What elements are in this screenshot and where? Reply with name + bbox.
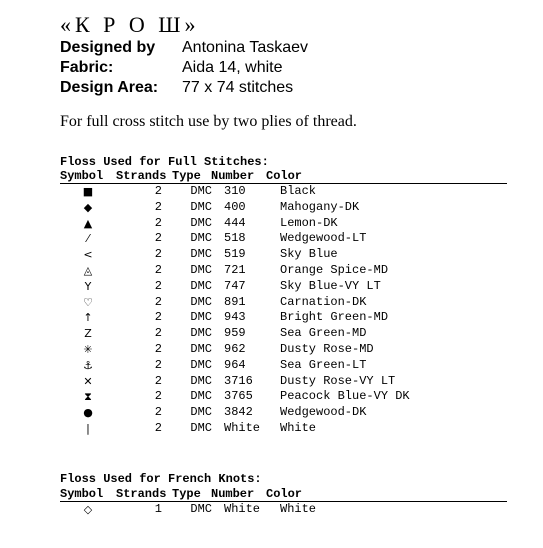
number-cell: 444 — [224, 215, 246, 230]
type-cell: DMC — [190, 231, 212, 246]
fabric-row — [60, 58, 308, 78]
symbol-glyph: ▲ — [83, 216, 93, 230]
floss-row — [60, 216, 507, 232]
header-symbol: Symbol — [60, 169, 104, 183]
number-cell: 400 — [224, 199, 246, 214]
number-cell: 3765 — [224, 389, 253, 404]
number-cell: 891 — [224, 294, 246, 309]
symbol-glyph: ⚓ — [83, 358, 93, 372]
type-cell: DMC — [190, 278, 212, 293]
symbol-icon — [60, 295, 116, 311]
strands-cell: 2 — [154, 405, 162, 420]
strands-cell: 2 — [154, 247, 162, 262]
symbol-glyph: ✳ — [83, 342, 93, 356]
header-strands: Strands — [116, 169, 167, 183]
color-cell: Dusty Rose-VY LT — [280, 373, 396, 388]
symbol-icon — [60, 389, 116, 405]
symbol-glyph: | — [86, 421, 90, 435]
design-area-row — [60, 78, 308, 98]
number-cell: White — [224, 502, 261, 516]
type-cell: DMC — [190, 373, 212, 388]
strands-cell: 2 — [154, 357, 162, 372]
header-number: Number — [211, 487, 255, 501]
color-cell: Carnation-DK — [280, 294, 367, 309]
color-cell: Sky Blue-VY LT — [280, 278, 381, 293]
number-cell: 962 — [224, 341, 246, 356]
symbol-glyph: ♡ — [83, 295, 93, 309]
header-color: Color — [266, 487, 303, 501]
floss-row — [60, 358, 507, 374]
symbol-icon — [60, 216, 116, 232]
strands-cell: 2 — [154, 341, 162, 356]
number-cell: 518 — [224, 231, 246, 246]
strands-cell: 2 — [154, 278, 162, 293]
header-type: Type — [172, 169, 201, 183]
symbol-icon — [60, 279, 116, 295]
symbol-icon — [60, 231, 116, 247]
number-cell: 943 — [224, 310, 246, 325]
symbol-glyph: ⁄ — [87, 232, 89, 246]
color-cell: Wedgewood-DK — [280, 405, 367, 420]
floss-row — [60, 310, 507, 326]
floss-row — [60, 200, 507, 216]
strands-cell: 2 — [154, 326, 162, 341]
floss-row — [60, 247, 507, 263]
floss-row — [60, 342, 507, 358]
full-stitches-title: Floss Used for Full Stitches: — [60, 155, 269, 169]
number-cell: 3716 — [224, 373, 253, 388]
number-cell: 3842 — [224, 405, 253, 420]
type-cell: DMC — [190, 341, 212, 356]
floss-row — [60, 326, 507, 342]
color-cell: Orange Spice-MD — [280, 262, 389, 277]
french-knots-header — [60, 488, 507, 502]
type-cell: DMC — [190, 247, 212, 262]
symbol-glyph: Z — [84, 327, 92, 341]
floss-row — [60, 421, 507, 437]
color-cell: Black — [280, 184, 317, 198]
number-cell: White — [224, 420, 261, 435]
symbol-icon — [60, 326, 116, 342]
symbol-glyph: ◇ — [83, 503, 93, 516]
symbol-glyph: ◬ — [83, 263, 93, 277]
fabric-label: Fabric: — [60, 59, 114, 76]
strands-cell: 2 — [154, 310, 162, 325]
type-cell: DMC — [190, 326, 212, 341]
full-stitches-header — [60, 170, 507, 184]
design-area-value: 77 x 74 stitches — [182, 79, 294, 96]
strands-cell: 2 — [154, 199, 162, 214]
strands-cell: 2 — [154, 184, 162, 198]
color-cell: White — [280, 502, 317, 516]
full-stitches-table — [60, 170, 507, 437]
symbol-glyph: ↑ — [83, 311, 93, 325]
type-cell: DMC — [190, 294, 212, 309]
color-cell: Mahogany-DK — [280, 199, 360, 214]
design-area-label: Design Area: — [60, 79, 159, 96]
floss-row — [60, 502, 507, 518]
symbol-icon — [60, 310, 116, 326]
symbol-glyph: < — [83, 248, 93, 262]
floss-row — [60, 231, 507, 247]
symbol-glyph: ◆ — [83, 200, 93, 214]
symbol-icon — [60, 405, 116, 421]
number-cell: 959 — [224, 326, 246, 341]
strands-cell: 2 — [154, 231, 162, 246]
color-cell: Bright Green-MD — [280, 310, 389, 325]
strands-cell: 2 — [154, 215, 162, 230]
symbol-glyph: ● — [83, 406, 93, 420]
color-cell: Lemon-DK — [280, 215, 338, 230]
symbol-icon — [60, 200, 116, 216]
symbol-icon — [60, 358, 116, 374]
type-cell: DMC — [190, 215, 212, 230]
type-cell: DMC — [190, 502, 212, 516]
symbol-icon — [60, 342, 116, 358]
header-symbol: Symbol — [60, 487, 104, 501]
type-cell: DMC — [190, 420, 212, 435]
stitch-note: For full cross stitch use by two plies of thread. — [60, 113, 357, 130]
header-number: Number — [211, 169, 255, 183]
french-knots-table — [60, 488, 507, 518]
strands-cell: 2 — [154, 373, 162, 388]
symbol-glyph: ■ — [82, 185, 94, 198]
type-cell: DMC — [190, 262, 212, 277]
designed-by-label: Designed by — [60, 39, 156, 56]
header-color: Color — [266, 169, 303, 183]
symbol-icon — [60, 263, 116, 279]
floss-row — [60, 389, 507, 405]
symbol-glyph: Y — [84, 279, 92, 293]
symbol-glyph: ⧗ — [84, 390, 92, 404]
design-info — [60, 38, 308, 98]
color-cell: Sky Blue — [280, 247, 338, 262]
floss-row — [60, 184, 507, 200]
strands-cell: 2 — [154, 294, 162, 309]
floss-row — [60, 295, 507, 311]
type-cell: DMC — [190, 389, 212, 404]
symbol-icon — [60, 184, 116, 200]
designed-by-value: Antonina Taskaev — [182, 39, 309, 56]
strands-cell: 2 — [154, 389, 162, 404]
floss-row — [60, 263, 507, 279]
symbol-icon — [60, 247, 116, 263]
type-cell: DMC — [190, 310, 212, 325]
type-cell: DMC — [190, 184, 212, 198]
strands-cell: 2 — [154, 420, 162, 435]
full-stitches-rows — [60, 184, 507, 437]
symbol-icon — [60, 374, 116, 390]
color-cell: Wedgewood-LT — [280, 231, 367, 246]
strands-cell: 2 — [154, 262, 162, 277]
type-cell: DMC — [190, 199, 212, 214]
color-cell: Dusty Rose-MD — [280, 341, 374, 356]
number-cell: 747 — [224, 278, 246, 293]
number-cell: 310 — [224, 184, 246, 198]
number-cell: 964 — [224, 357, 246, 372]
symbol-icon — [60, 421, 116, 437]
color-cell: Sea Green-LT — [280, 357, 367, 372]
header-strands: Strands — [116, 487, 167, 501]
french-knots-title: Floss Used for French Knots: — [60, 472, 262, 486]
floss-row — [60, 279, 507, 295]
floss-row — [60, 405, 507, 421]
header-type: Type — [172, 487, 201, 501]
color-cell: Peacock Blue-VY DK — [280, 389, 410, 404]
number-cell: 519 — [224, 247, 246, 262]
color-cell: White — [280, 420, 317, 435]
designed-by-row — [60, 38, 308, 58]
design-title: «К Р О Ш» — [60, 12, 200, 37]
type-cell: DMC — [190, 405, 212, 420]
french-knots-rows — [60, 502, 507, 518]
floss-row — [60, 374, 507, 390]
number-cell: 721 — [224, 262, 246, 277]
fabric-value: Aida 14, white — [182, 59, 283, 76]
symbol-icon — [60, 502, 116, 518]
symbol-glyph: ✕ — [83, 374, 93, 388]
strands-cell: 1 — [154, 502, 162, 516]
type-cell: DMC — [190, 357, 212, 372]
color-cell: Sea Green-MD — [280, 326, 367, 341]
